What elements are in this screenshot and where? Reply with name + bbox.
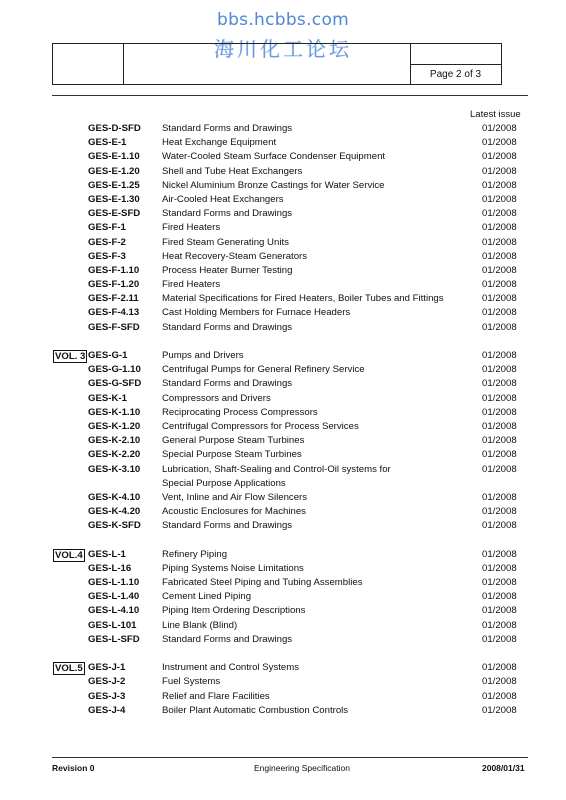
spec-code: GES-D-SFD <box>88 123 141 134</box>
spec-code: GES-L-16 <box>88 562 132 574</box>
issue-date: 01/2008 <box>482 137 517 149</box>
spec-code: GES-K-SFD <box>88 520 141 532</box>
spec-code: GES-J-4 <box>88 704 126 716</box>
spec-title: Fired Heaters <box>162 279 221 291</box>
header-divider <box>123 44 124 84</box>
spec-title: Standard Forms and Drawings <box>162 520 293 532</box>
issue-date: 01/2008 <box>482 633 517 645</box>
spec-code: GES-K-1.20 <box>88 420 141 432</box>
spec-code: GES-L-101 <box>88 619 137 631</box>
issue-date: 01/2008 <box>482 520 517 532</box>
list-item <box>0 505 566 519</box>
spec-title: Fired Heaters <box>162 222 221 234</box>
list-item <box>0 193 566 207</box>
list-item <box>0 576 566 590</box>
issue-date: 01/2008 <box>482 562 517 574</box>
footer-date: 2008/01/31 <box>482 763 525 773</box>
spec-title: Air-Cooled Heat Exchangers <box>162 193 284 205</box>
issue-date: 01/2008 <box>482 193 517 205</box>
list-item <box>0 321 566 335</box>
issue-date: 01/2008 <box>482 463 517 475</box>
spec-code: GES-E-1.20 <box>88 165 140 177</box>
list-item <box>0 250 566 264</box>
spec-code: GES-G-1 <box>88 350 128 361</box>
list-item <box>0 548 566 562</box>
list-item <box>0 122 566 136</box>
list-item <box>0 590 566 604</box>
spec-code: GES-L-SFD <box>88 633 140 645</box>
spec-title: Lubrication, Shaft-Sealing and Control-Oil systems for <box>162 463 391 475</box>
list-item <box>0 690 566 704</box>
issue-date: 01/2008 <box>482 704 517 716</box>
list-item <box>0 661 566 675</box>
issue-date: 01/2008 <box>482 690 517 702</box>
spec-code: GES-F-SFD <box>88 321 140 333</box>
list-item <box>0 675 566 689</box>
spec-code: GES-F-2 <box>88 236 126 248</box>
issue-date: 01/2008 <box>482 321 517 333</box>
spec-list <box>0 122 566 718</box>
issue-date: 01/2008 <box>482 179 517 191</box>
spec-code: GES-K-2.10 <box>88 435 141 447</box>
issue-date: 01/2008 <box>482 236 517 248</box>
spec-code: GES-K-3.10 <box>88 463 141 475</box>
issue-date: 01/2008 <box>482 222 517 234</box>
spec-code: GES-L-1.10 <box>88 577 140 588</box>
spec-code: GES-G-SFD <box>88 378 142 390</box>
bottom-rule <box>52 757 528 758</box>
spec-title: Shell and Tube Heat Exchangers <box>162 165 303 177</box>
list-item <box>0 491 566 505</box>
issue-date: 01/2008 <box>482 364 517 376</box>
list-item <box>0 392 566 406</box>
list-item <box>0 448 566 462</box>
spec-code: GES-F-4.13 <box>88 307 140 319</box>
list-item <box>0 136 566 150</box>
list-item <box>0 704 566 718</box>
spec-code: GES-E-SFD <box>88 208 141 220</box>
spec-title: Cement Lined Piping <box>162 591 252 603</box>
spec-title: Fuel Systems <box>162 676 221 688</box>
spec-title: Compressors and Drivers <box>162 392 271 404</box>
issue-date: 01/2008 <box>482 151 517 163</box>
watermark-logo-text: 海川化工论坛 <box>214 37 352 61</box>
issue-date: 01/2008 <box>482 406 517 418</box>
issue-date: 01/2008 <box>482 619 517 631</box>
spec-title: Fired Steam Generating Units <box>162 236 289 248</box>
spec-title: Material Specifications for Fired Heaters, Boiler Tubes and Fittings <box>162 293 444 305</box>
list-item <box>0 463 566 477</box>
list-item <box>0 562 566 576</box>
spec-title: Water-Cooled Steam Surface Condenser Equipment <box>162 151 386 163</box>
spec-title: Heat Exchange Equipment <box>162 137 277 149</box>
list-item <box>0 292 566 306</box>
issue-date: 01/2008 <box>482 591 517 603</box>
list-item <box>0 221 566 235</box>
issue-date: 01/2008 <box>482 208 517 220</box>
list-item <box>0 434 566 448</box>
spec-title: Process Heater Burner Testing <box>162 264 293 276</box>
issue-date: 01/2008 <box>482 662 517 674</box>
list-item <box>0 633 566 647</box>
issue-date: 01/2008 <box>482 165 517 177</box>
spec-code: GES-L-1.40 <box>88 591 140 603</box>
spec-title: Fabricated Steel Piping and Tubing Assemblies <box>162 577 363 588</box>
issue-date: 01/2008 <box>482 307 517 319</box>
issue-date: 01/2008 <box>482 420 517 432</box>
spec-title: Special Purpose Steam Turbines <box>162 449 302 461</box>
list-item <box>0 477 566 491</box>
list-item <box>0 150 566 164</box>
spec-title: Cast Holding Members for Furnace Headers <box>162 307 351 319</box>
watermark-url: bbs.hcbbs.com <box>216 10 349 30</box>
top-rule <box>52 95 528 96</box>
header-divider <box>410 64 501 65</box>
spec-title: Pumps and Drivers <box>162 350 244 361</box>
list-item <box>0 406 566 420</box>
spec-code: GES-J-2 <box>88 676 126 688</box>
list-item <box>0 349 566 363</box>
spec-title: Centrifugal Compressors for Process Services <box>162 420 359 432</box>
issue-date: 01/2008 <box>482 293 517 305</box>
issue-date: 01/2008 <box>482 605 517 617</box>
spec-title: Standard Forms and Drawings <box>162 123 293 134</box>
spec-code: GES-J-3 <box>88 690 126 702</box>
issue-date: 01/2008 <box>482 491 517 503</box>
list-item <box>0 363 566 377</box>
spec-code: GES-K-2.20 <box>88 449 141 461</box>
list-item <box>0 264 566 278</box>
issue-date: 01/2008 <box>482 435 517 447</box>
spec-title: Vent, Inline and Air Flow Silencers <box>162 491 308 503</box>
issue-date: 01/2008 <box>482 506 517 518</box>
spec-code: GES-F-1 <box>88 222 126 234</box>
spec-title: Boiler Plant Automatic Combustion Controls <box>162 704 349 716</box>
spec-code: GES-F-2.11 <box>88 293 139 305</box>
spec-code: GES-K-4.10 <box>88 491 141 503</box>
latest-issue-heading: Latest issue <box>470 109 521 120</box>
spec-code: GES-E-1.10 <box>88 151 140 163</box>
header-box <box>52 43 502 85</box>
issue-date: 01/2008 <box>482 449 517 461</box>
issue-date: 01/2008 <box>482 548 517 560</box>
footer-document-type: Engineering Specification <box>254 763 350 773</box>
list-item <box>0 278 566 292</box>
spec-title: Acoustic Enclosures for Machines <box>162 506 306 518</box>
spec-title: Instrument and Control Systems <box>162 662 300 674</box>
spec-code: GES-G-1.10 <box>88 364 141 376</box>
spec-code: GES-F-1.20 <box>88 279 140 291</box>
spec-title: Standard Forms and Drawings <box>162 321 293 333</box>
spec-title: Standard Forms and Drawings <box>162 633 293 645</box>
spec-code: GES-K-1 <box>88 392 127 404</box>
volume-label: VOL.4 <box>55 549 83 561</box>
spec-code: GES-E-1 <box>88 137 127 149</box>
spec-title: Nickel Aluminium Bronze Castings for Water Service <box>162 179 385 191</box>
list-item <box>0 179 566 193</box>
list-item <box>0 519 566 533</box>
volume-label: VOL.5 <box>55 663 83 675</box>
spec-title: Piping Systems Noise Limitations <box>162 562 304 574</box>
spec-code: GES-K-4.20 <box>88 506 141 518</box>
list-item <box>0 619 566 633</box>
spec-code: GES-J-1 <box>88 662 126 674</box>
spec-code: GES-E-1.25 <box>88 179 140 191</box>
issue-date: 01/2008 <box>482 250 517 262</box>
spec-title: Standard Forms and Drawings <box>162 208 293 220</box>
volume-label: VOL. 3 <box>55 351 86 362</box>
spec-title: Special Purpose Applications <box>162 477 286 489</box>
spec-title: Line Blank (Blind) <box>162 619 238 631</box>
issue-date: 01/2008 <box>482 392 517 404</box>
spec-code: GES-K-1.10 <box>88 406 141 418</box>
spec-title: Refinery Piping <box>162 548 228 560</box>
spec-title: Heat Recovery-Steam Generators <box>162 250 308 262</box>
issue-date: 01/2008 <box>482 378 517 390</box>
spec-title: General Purpose Steam Turbines <box>162 435 305 447</box>
spec-code: GES-E-1.30 <box>88 193 140 205</box>
issue-date: 01/2008 <box>482 350 517 361</box>
spec-title: Centrifugal Pumps for General Refinery Service <box>162 364 365 376</box>
spec-title: Standard Forms and Drawings <box>162 378 293 390</box>
issue-date: 01/2008 <box>482 676 517 688</box>
spec-code: GES-F-3 <box>88 250 126 262</box>
list-item <box>0 377 566 391</box>
spec-title: Reciprocating Process Compressors <box>162 406 318 418</box>
spec-title: Relief and Flare Facilities <box>162 690 270 702</box>
spec-code: GES-F-1.10 <box>88 264 140 276</box>
issue-date: 01/2008 <box>482 279 517 291</box>
spec-code: GES-L-1 <box>88 548 126 560</box>
page-number: Page 2 of 3 <box>429 69 482 80</box>
issue-date: 01/2008 <box>482 264 517 276</box>
list-item <box>0 420 566 434</box>
issue-date: 01/2008 <box>482 123 517 134</box>
spec-code: GES-L-4.10 <box>88 605 140 617</box>
list-item <box>0 306 566 320</box>
list-item <box>0 604 566 618</box>
footer-revision: Revision 0 <box>52 763 95 773</box>
issue-date: 01/2008 <box>482 577 517 588</box>
list-item <box>0 207 566 221</box>
spec-title: Piping Item Ordering Descriptions <box>162 605 306 617</box>
list-item <box>0 165 566 179</box>
list-item <box>0 236 566 250</box>
